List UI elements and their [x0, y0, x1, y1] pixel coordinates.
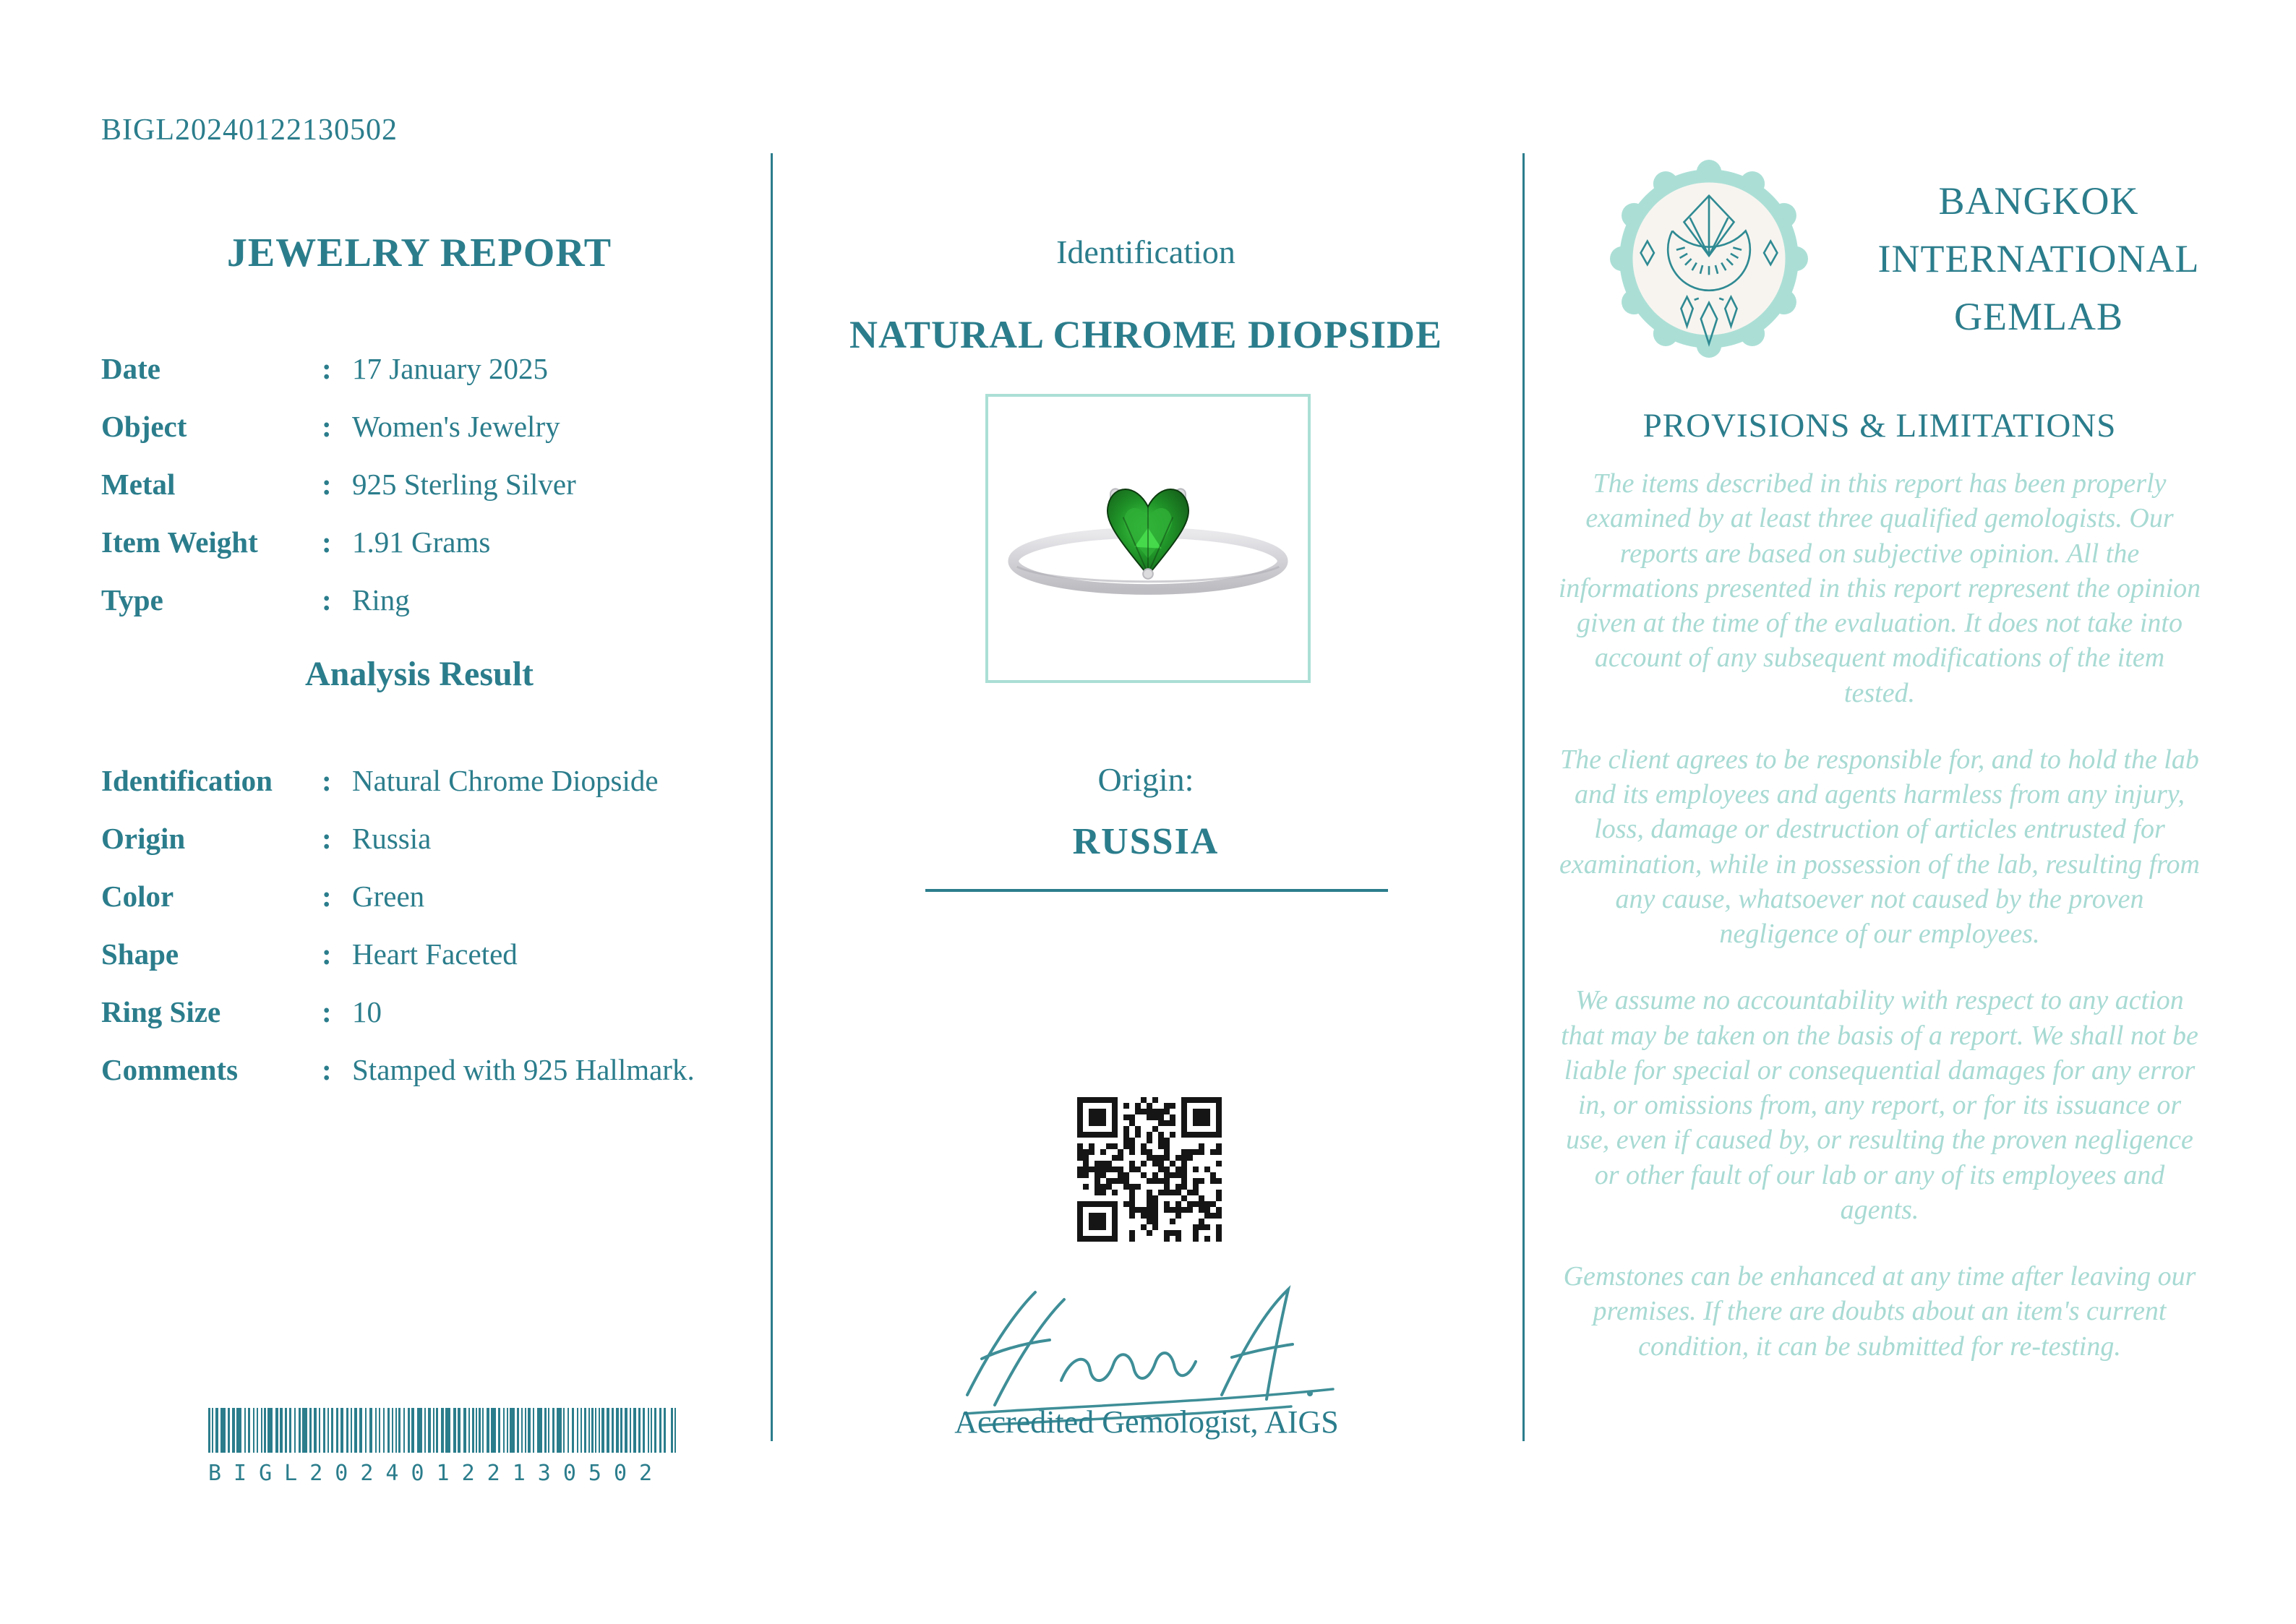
qr-code [1077, 1097, 1222, 1242]
lab-name-line: GEMLAB [1954, 295, 2123, 338]
lab-name-line: BANGKOK [1938, 179, 2139, 223]
analysis-results [101, 752, 752, 1099]
origin-value: RUSSIA [1072, 821, 1220, 862]
barcode-bars [208, 1408, 677, 1454]
ring-image [988, 397, 1308, 680]
analysis-label: Origin [101, 822, 186, 855]
provisions-paragraph: The items described in this report has been properly examined by at least three qualified gemologists. Our reports are based on subjective opinion. All the informations presented in this report represent the opinion given at the time of the evaluation. It does not take into account of any subsequent modifications of the item tested. [1558, 468, 2201, 708]
detail-label: Metal [101, 468, 176, 501]
detail-label: Item Weight [101, 525, 258, 559]
jewelry-photo [985, 394, 1311, 683]
identification-heading: Identification [1056, 233, 1235, 270]
provisions-title: PROVISIONS & LIMITATIONS [1642, 407, 2117, 444]
detail-value: 925 Sterling Silver [352, 468, 576, 501]
lab-logo-image [1609, 159, 1809, 358]
detail-value: Ring [352, 583, 410, 616]
report-details [101, 340, 752, 629]
provisions-text [1558, 466, 2201, 1396]
barcode [208, 1408, 677, 1486]
analysis-label: Ring Size [101, 995, 221, 1028]
lab-name [1836, 172, 2241, 345]
detail-row: Metal : 925 Sterling Silver [101, 455, 752, 513]
analysis-label: Color [101, 880, 174, 913]
analysis-value: Heart Faceted [352, 937, 518, 971]
analysis-value: 10 [352, 995, 382, 1028]
analysis-row: Identification : Natural Chrome Diopside [101, 752, 752, 809]
barcode-text: BIGL20240122130502 [208, 1461, 665, 1486]
detail-value: 1.91 Grams [352, 525, 491, 559]
origin-divider-line [925, 889, 1388, 892]
analysis-value: Stamped with 925 Hallmark. [352, 1053, 695, 1086]
analysis-value: Natural Chrome Diopside [352, 764, 659, 797]
provisions-paragraph: Gemstones can be enhanced at any time after leaving our premises. If there are doubts about an item's current condition, it can be submitted for re-testing. [1563, 1261, 2196, 1362]
provisions-paragraph: We assume no accountability with respect to any action that may be taken on the basis of a report. We shall not be liable for special or consequential damages for any error in, or omissions from, any report, or for its issuance or use, even if caused by, or resulting the proven negligence or other fault of our lab or any of its employees and agents. [1561, 985, 2198, 1225]
detail-value: 17 January 2025 [352, 352, 549, 385]
gem-name: NATURAL CHROME DIOPSIDE [849, 313, 1443, 356]
analysis-label: Shape [101, 937, 179, 971]
detail-label: Type [101, 583, 163, 616]
analysis-label: Comments [101, 1053, 239, 1086]
analysis-label: Identification [101, 764, 273, 797]
analysis-row: Ring Size : 10 [101, 983, 752, 1041]
analysis-row: Comments : Stamped with 925 Hallmark. [101, 1041, 752, 1099]
analysis-row: Origin : Russia [101, 809, 752, 867]
origin-label: Origin: [1097, 761, 1194, 798]
analysis-result-title: Analysis Result [304, 655, 534, 693]
lab-name-line: INTERNATIONAL [1877, 237, 2200, 280]
provisions-paragraph: The client agrees to be responsible for, and to hold the lab and its employees and agents harmless from any injury, loss, damage or destruction of articles entrusted for examination, while in possession of the lab, resulting from any cause, whatsoever not caused by the proven negligence of our employees. [1559, 744, 2200, 949]
analysis-value: Green [352, 880, 425, 913]
detail-row: Object : Women's Jewelry [101, 398, 752, 455]
lab-logo [1609, 159, 1809, 358]
report-number: BIGL20240122130502 [101, 113, 398, 147]
detail-label: Date [101, 352, 160, 385]
column-divider [771, 153, 773, 1441]
report-title: JEWELRY REPORT [226, 231, 612, 275]
analysis-row: Color : Green [101, 867, 752, 925]
qr-code-image [1077, 1097, 1222, 1242]
detail-row: Type : Ring [101, 571, 752, 629]
detail-row: Item Weight : 1.91 Grams [101, 513, 752, 571]
detail-value: Women's Jewelry [352, 410, 560, 443]
analysis-value: Russia [352, 822, 432, 855]
detail-label: Object [101, 410, 187, 443]
column-divider [1522, 153, 1525, 1441]
detail-row: Date : 17 January 2025 [101, 340, 752, 398]
analysis-row: Shape : Heart Faceted [101, 925, 752, 983]
gemologist-title: Accredited Gemologist, AIGS [954, 1404, 1339, 1440]
